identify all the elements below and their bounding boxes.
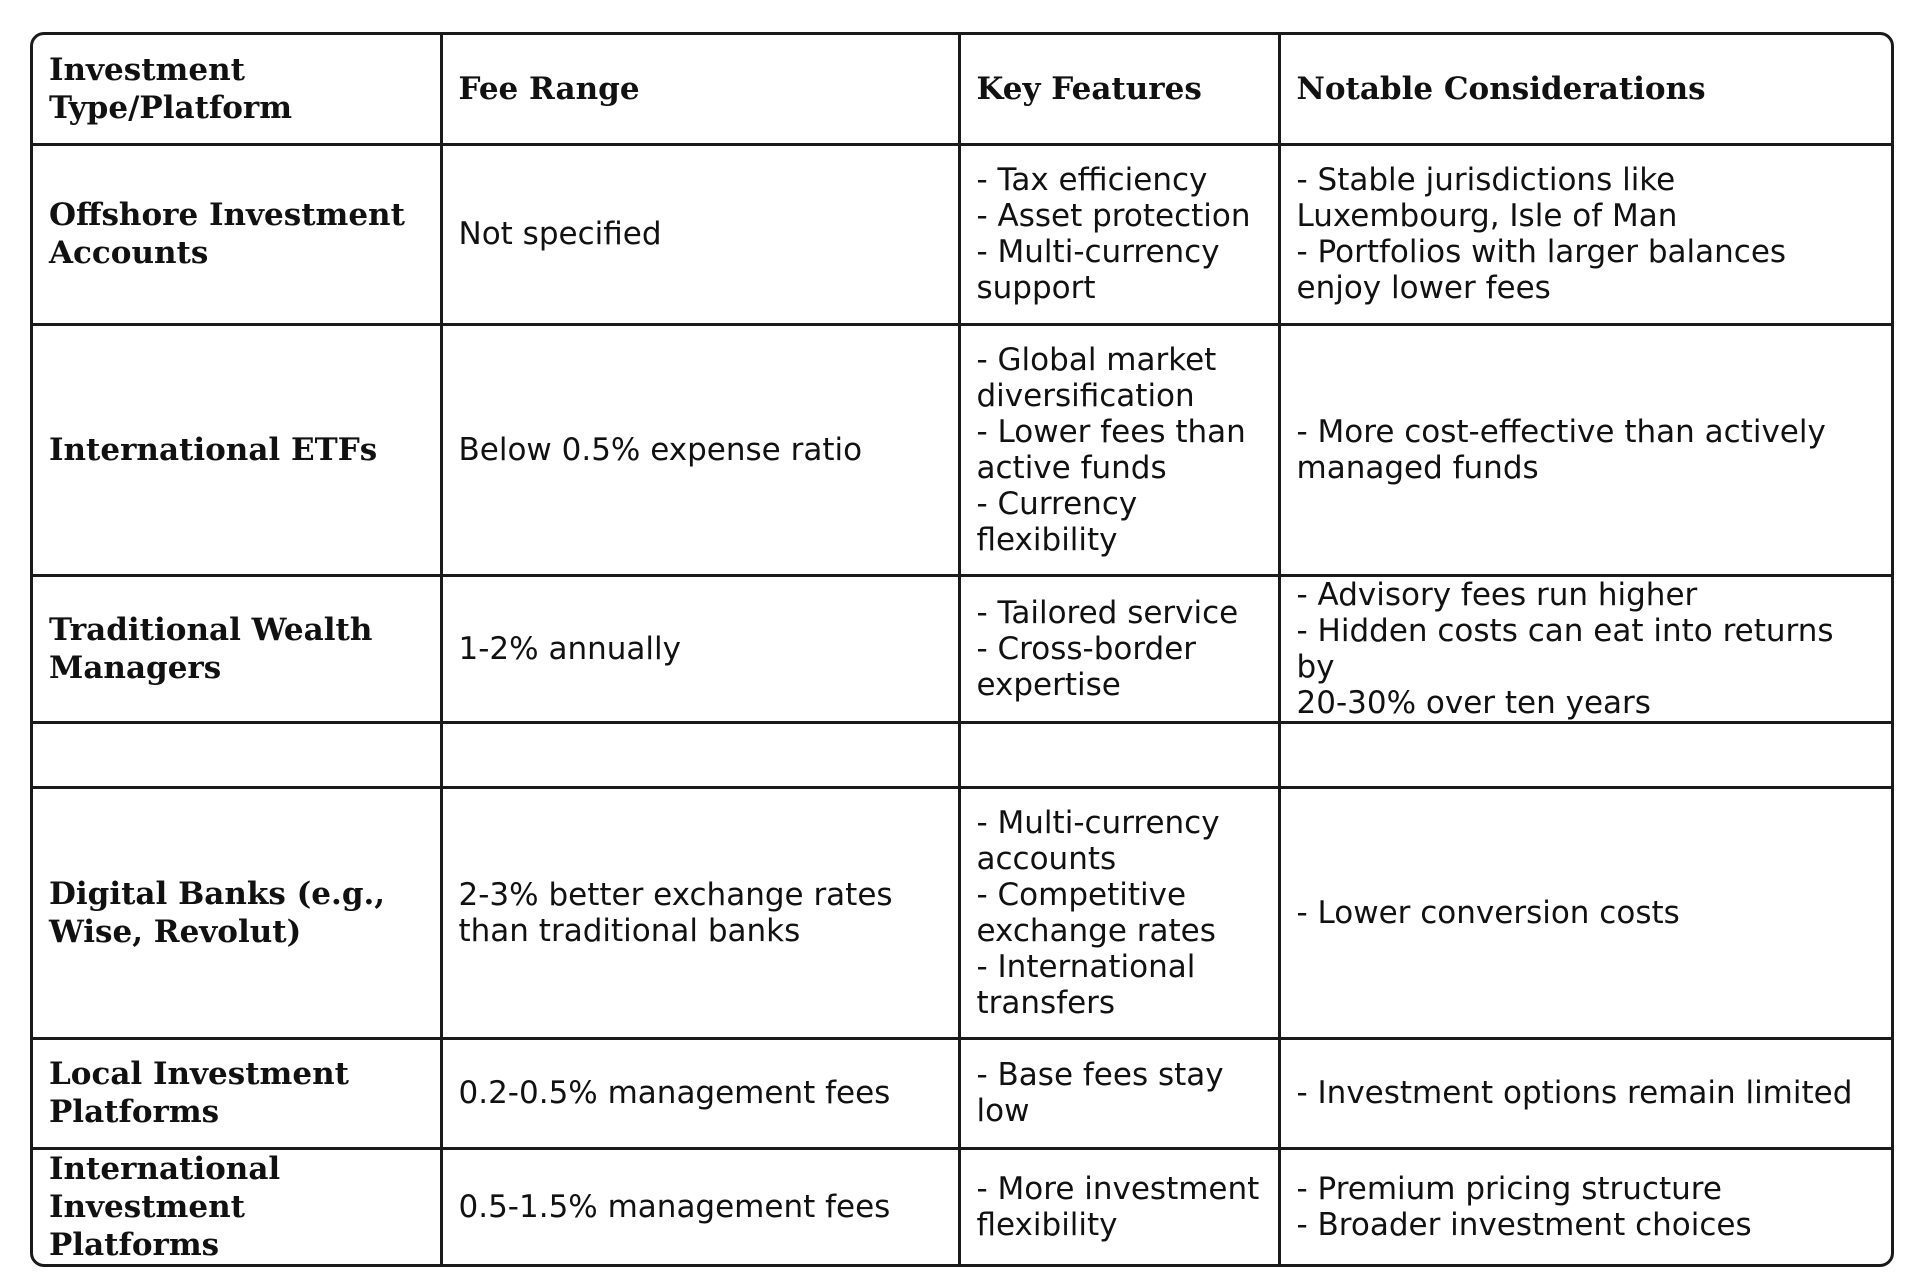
cell-text-line: - More investment — [976, 1170, 1260, 1207]
cell-text-line: - Base fees stay — [976, 1057, 1224, 1093]
cell-text-line: accounts — [976, 840, 1117, 877]
cell-investment-type — [33, 324, 441, 575]
cell-text-line: diversification — [976, 377, 1195, 414]
cell-investment-type — [33, 575, 441, 722]
cell-text-line: low — [976, 1093, 1030, 1129]
header-label: Key Features — [976, 70, 1202, 107]
header-fee-range — [441, 35, 959, 144]
cell-text-line: - Premium pricing structure — [1296, 1170, 1722, 1207]
cell-fee-range — [441, 575, 959, 722]
cell-text-line: flexibility — [976, 1206, 1118, 1243]
cell-text-line: - Portfolios with larger balances — [1296, 234, 1787, 270]
cell-text-line: - Advisory fees run higher — [1296, 576, 1698, 613]
cell-text-line: - Global market — [976, 341, 1217, 378]
cell-text-line: Offshore Investment — [49, 197, 405, 233]
table-row — [33, 575, 1891, 722]
header-notable-considerations — [1279, 35, 1891, 144]
cell-text-line: Local Investment — [49, 1056, 349, 1092]
cell-text-line: 1-2% annually — [458, 630, 681, 667]
cell-key-features — [959, 324, 1279, 575]
cell-text-line: flexibility — [976, 521, 1118, 558]
cell-text-line: - Multi-currency — [976, 804, 1220, 841]
cell-text-line: active funds — [976, 449, 1167, 486]
cell-text-line: Accounts — [49, 235, 209, 271]
cell-investment-type — [33, 722, 441, 787]
cell-text-line: exchange rates — [976, 912, 1216, 949]
cell-investment-type — [33, 144, 441, 324]
cell-text-line: International ETFs — [49, 431, 378, 468]
cell-text-line: - Hidden costs can eat into returns by — [1296, 612, 1834, 685]
cell-text-line: enjoy lower fees — [1296, 270, 1551, 306]
cell-fee-range — [441, 722, 959, 787]
cell-text-line: Below 0.5% expense ratio — [458, 431, 863, 468]
cell-fee-range — [441, 144, 959, 324]
table-row — [33, 787, 1891, 1038]
cell-text-line: - Broader investment choices — [1296, 1206, 1752, 1243]
cell-text-line: - Lower conversion costs — [1296, 894, 1680, 931]
cell-text-line: - Tax efficiency — [976, 162, 1208, 198]
cell-text-line: 2-3% better exchange rates — [458, 876, 893, 913]
cell-text-line: - International — [976, 948, 1196, 985]
cell-key-features — [959, 1038, 1279, 1148]
cell-text-line: Platforms — [49, 1094, 220, 1130]
header-label: Fee Range — [458, 70, 640, 107]
table-row — [33, 144, 1891, 324]
cell-text-line: Investment Platforms — [49, 1188, 245, 1263]
table-row — [33, 722, 1891, 787]
cell-text-line: managed funds — [1296, 449, 1539, 486]
cell-text-line: 0.2-0.5% management fees — [458, 1075, 891, 1111]
cell-investment-type — [33, 1038, 441, 1148]
cell-fee-range — [441, 1148, 959, 1264]
table-row — [33, 1038, 1891, 1148]
cell-text-line: - More cost-effective than actively — [1296, 413, 1826, 450]
cell-text-line: support — [976, 270, 1096, 306]
cell-notable-considerations — [1279, 324, 1891, 575]
cell-notable-considerations — [1279, 144, 1891, 324]
cell-key-features — [959, 1148, 1279, 1264]
cell-text-line: Traditional Wealth — [49, 611, 373, 648]
cell-text-line: - Stable jurisdictions like — [1296, 162, 1676, 198]
cell-text-line: than traditional banks — [458, 912, 801, 949]
cell-text-line: - Cross-border — [976, 630, 1197, 667]
cell-text-line: International — [49, 1150, 281, 1187]
cell-key-features — [959, 722, 1279, 787]
cell-notable-considerations — [1279, 1148, 1891, 1264]
investment-comparison-table — [33, 35, 1891, 1264]
comparison-table-container — [30, 32, 1894, 1267]
cell-fee-range — [441, 1038, 959, 1148]
cell-notable-considerations — [1279, 575, 1891, 722]
cell-text-line: Not specified — [458, 216, 662, 252]
cell-text-line: - Investment options remain limited — [1296, 1075, 1853, 1111]
header-investment-type — [33, 35, 441, 144]
cell-fee-range — [441, 787, 959, 1038]
cell-text-line: - Tailored service — [976, 594, 1239, 631]
cell-text-line: - Multi-currency — [976, 234, 1220, 270]
cell-key-features — [959, 787, 1279, 1038]
cell-investment-type — [33, 787, 441, 1038]
header-label: Investment Type/Platform — [49, 51, 293, 126]
cell-text-line: - Currency — [976, 485, 1138, 522]
cell-key-features — [959, 144, 1279, 324]
cell-text-line: - Competitive — [976, 876, 1187, 913]
header-key-features — [959, 35, 1279, 144]
cell-notable-considerations — [1279, 1038, 1891, 1148]
header-row — [33, 35, 1891, 144]
cell-fee-range — [441, 324, 959, 575]
cell-text-line: Wise, Revolut) — [49, 913, 302, 950]
cell-text-line: Digital Banks (e.g., — [49, 875, 386, 912]
cell-text-line: Managers — [49, 649, 222, 686]
cell-investment-type — [33, 1148, 441, 1264]
cell-text-line: transfers — [976, 984, 1116, 1021]
cell-text-line: - Asset protection — [976, 198, 1251, 234]
cell-notable-considerations — [1279, 787, 1891, 1038]
cell-text-line: Luxembourg, Isle of Man — [1296, 198, 1678, 234]
table-row — [33, 1148, 1891, 1264]
cell-text-line: expertise — [976, 666, 1121, 703]
cell-text-line: 20-30% over ten years — [1296, 684, 1651, 721]
cell-notable-considerations — [1279, 722, 1891, 787]
header-label: Notable Considerations — [1296, 70, 1706, 107]
cell-text-line: 0.5-1.5% management fees — [458, 1188, 891, 1225]
cell-text-line: - Lower fees than — [976, 413, 1246, 450]
table-row — [33, 324, 1891, 575]
cell-key-features — [959, 575, 1279, 722]
